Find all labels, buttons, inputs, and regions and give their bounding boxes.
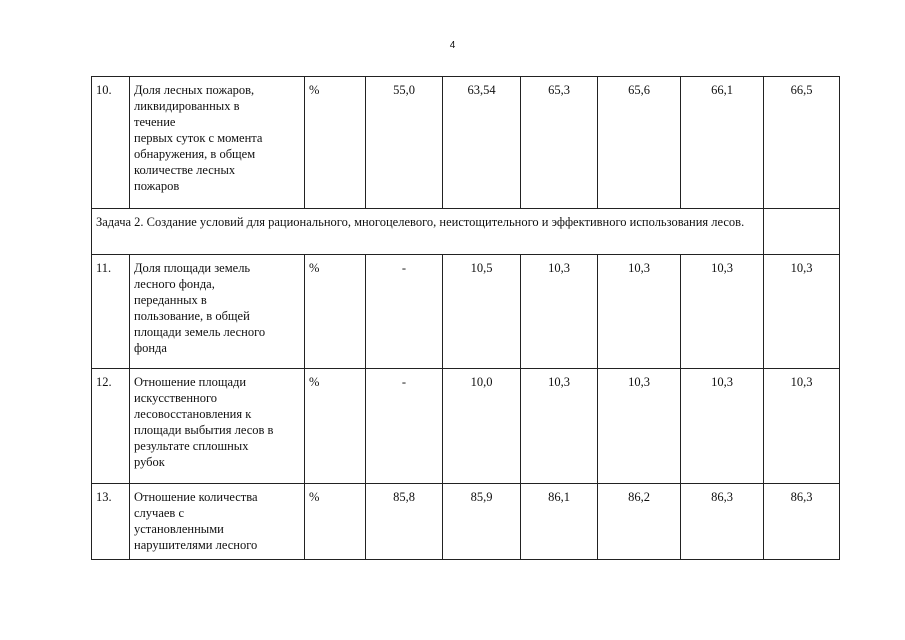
page-number: 4 bbox=[449, 40, 456, 51]
value-cell: 10,3 bbox=[681, 369, 764, 484]
table-row bbox=[92, 255, 840, 369]
row-number: 13. bbox=[92, 484, 130, 560]
indicators-table bbox=[91, 76, 840, 560]
value-cell: 86,3 bbox=[681, 484, 764, 560]
value-cell: 66,1 bbox=[681, 77, 764, 209]
row-number: 10. bbox=[92, 77, 130, 209]
unit-cell: % bbox=[305, 369, 366, 484]
value-cell: 10,3 bbox=[681, 255, 764, 369]
value-cell: 55,0 bbox=[366, 77, 443, 209]
value-cell: 65,3 bbox=[521, 77, 598, 209]
indicator-name: Отношение количества случаев с установленными нарушителями лесного bbox=[130, 484, 305, 560]
unit-cell: % bbox=[305, 484, 366, 560]
value-cell: 10,3 bbox=[764, 255, 840, 369]
task-heading: Задача 2. Создание условий для рационального, многоцелевого, неистощительного и эффективного использования лесов. bbox=[92, 209, 764, 255]
value-cell: 10,3 bbox=[521, 369, 598, 484]
table-row bbox=[92, 77, 840, 209]
table-row bbox=[92, 369, 840, 484]
value-cell: 10,3 bbox=[764, 369, 840, 484]
table-row bbox=[92, 484, 840, 560]
indicator-name: Отношение площади искусственного лесовосстановления к площади выбытия лесов в результате сплошных рубок bbox=[130, 369, 305, 484]
value-cell: 86,1 bbox=[521, 484, 598, 560]
value-cell: 10,0 bbox=[443, 369, 521, 484]
value-cell: 10,5 bbox=[443, 255, 521, 369]
value-cell: - bbox=[366, 255, 443, 369]
unit-cell: % bbox=[305, 77, 366, 209]
value-cell: 10,3 bbox=[598, 369, 681, 484]
value-cell: 86,2 bbox=[598, 484, 681, 560]
unit-cell: % bbox=[305, 255, 366, 369]
row-number: 11. bbox=[92, 255, 130, 369]
value-cell: 65,6 bbox=[598, 77, 681, 209]
value-cell: 85,8 bbox=[366, 484, 443, 560]
task-row bbox=[92, 209, 840, 255]
value-cell: 10,3 bbox=[521, 255, 598, 369]
empty-cell bbox=[764, 209, 840, 255]
value-cell: 63,54 bbox=[443, 77, 521, 209]
value-cell: 85,9 bbox=[443, 484, 521, 560]
indicator-name: Доля лесных пожаров, ликвидированных в течение первых суток с момента обнаружения, в общем количестве лесных пожаров bbox=[130, 77, 305, 209]
row-number: 12. bbox=[92, 369, 130, 484]
indicator-name: Доля площади земель лесного фонда, переданных в пользование, в общей площади земель лесного фонда bbox=[130, 255, 305, 369]
value-cell: 10,3 bbox=[598, 255, 681, 369]
value-cell: - bbox=[366, 369, 443, 484]
value-cell: 66,5 bbox=[764, 77, 840, 209]
value-cell: 86,3 bbox=[764, 484, 840, 560]
